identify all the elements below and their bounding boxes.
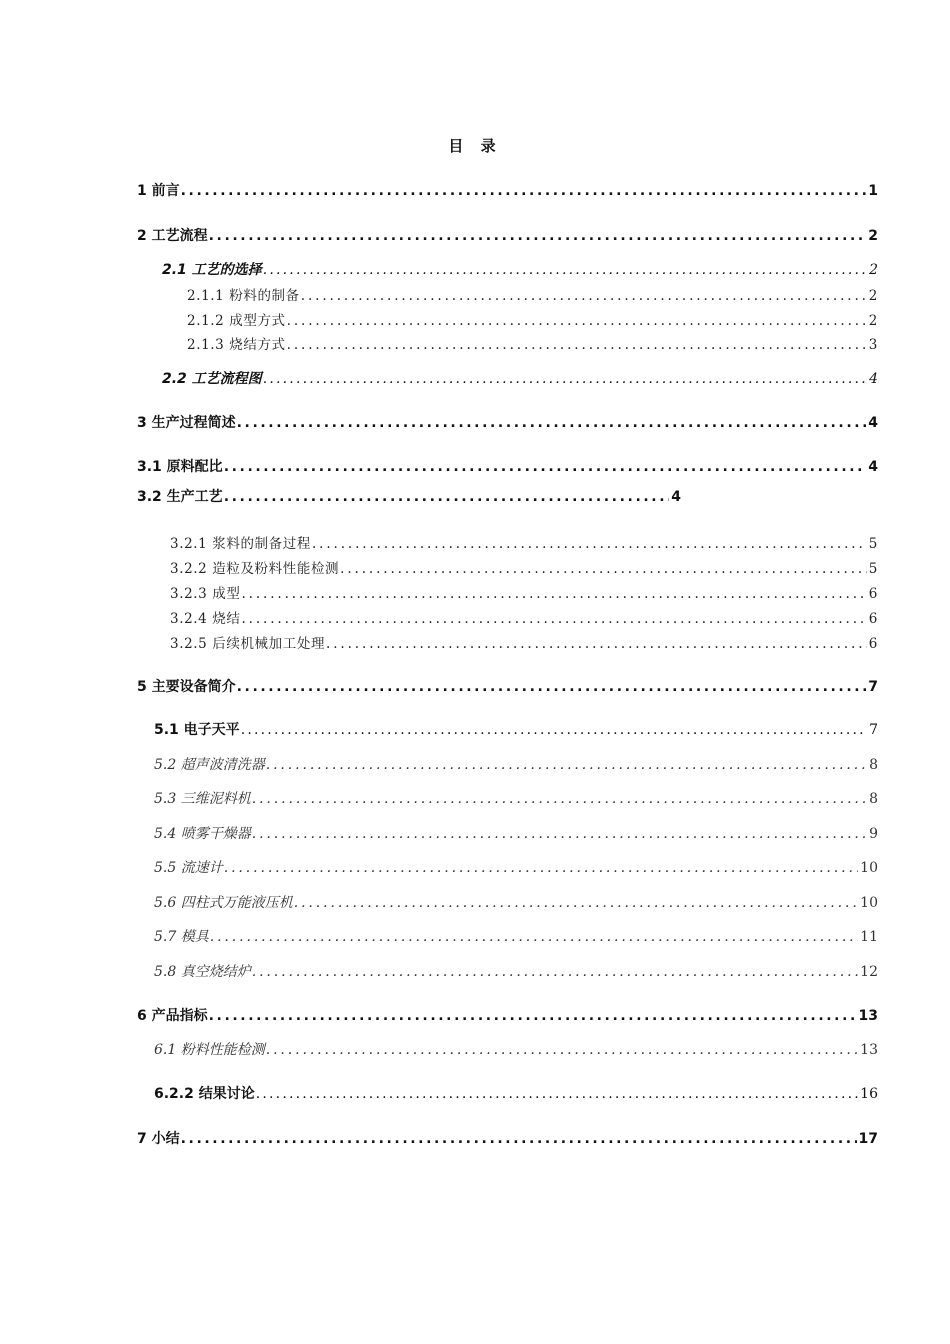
toc-entry[interactable] (154, 788, 878, 808)
toc-entry-page: 2 (868, 228, 878, 244)
toc-entry-page: 5 (868, 561, 878, 577)
toc-entry[interactable] (137, 1005, 878, 1025)
dot-leader (181, 183, 867, 199)
toc-entry-page: 13 (860, 1042, 878, 1058)
toc-entry[interactable] (154, 754, 878, 774)
toc-entry[interactable] (154, 1039, 878, 1059)
dot-leader (266, 1042, 858, 1058)
toc-entry-page: 1 (868, 183, 878, 199)
toc-entry-label: 1 前言 (137, 183, 180, 199)
toc-entry-label: 5.1 电子天平 (154, 722, 240, 738)
dot-leader (241, 722, 867, 738)
toc-entry[interactable] (170, 607, 878, 627)
dot-leader (287, 313, 867, 329)
toc-entry-label: 5.5 流速计 (154, 860, 223, 876)
toc-entry[interactable] (137, 486, 681, 506)
dot-leader (181, 1131, 857, 1147)
dot-leader (263, 371, 867, 387)
dot-leader (241, 611, 866, 627)
dot-leader (224, 860, 858, 876)
toc-entry-page: 2 (869, 262, 878, 278)
toc-entry-label: 2.1.1 粉料的制备 (187, 288, 300, 304)
toc-entry[interactable] (170, 582, 878, 602)
toc-entry[interactable] (170, 632, 878, 652)
toc-entry-page: 3 (868, 337, 878, 353)
dot-leader (256, 1086, 858, 1102)
toc-entry[interactable] (137, 456, 878, 476)
toc-entry-label: 2 工艺流程 (137, 228, 208, 244)
toc-entry[interactable] (137, 1128, 878, 1148)
dot-leader (294, 895, 858, 911)
toc-entry[interactable] (154, 926, 878, 946)
toc-entry[interactable] (170, 532, 878, 552)
toc-entry-page: 6 (868, 636, 878, 652)
toc-entry-label: 5.2 超声波清洗器 (154, 757, 265, 773)
toc-entry-page: 2 (868, 313, 878, 329)
dot-leader (263, 262, 867, 278)
toc-entry-page: 8 (869, 757, 878, 773)
dot-leader (224, 489, 670, 505)
toc-entry-label: 3.2.5 后续机械加工处理 (170, 636, 326, 652)
toc-entry-page: 4 (869, 371, 878, 387)
page-title: 目 录 (448, 137, 502, 155)
toc-entry[interactable] (154, 1083, 878, 1103)
toc-entry[interactable] (187, 333, 878, 353)
dot-leader (326, 636, 867, 652)
toc-entry-label: 2.1.2 成型方式 (187, 313, 286, 329)
toc-entry[interactable] (170, 557, 878, 577)
dot-leader (287, 337, 867, 353)
toc-entry[interactable] (154, 823, 878, 843)
toc-entry-page: 6 (868, 611, 878, 627)
toc-entry-page: 4 (671, 489, 681, 505)
dot-leader (237, 415, 867, 431)
toc-entry-page: 7 (868, 679, 878, 695)
toc-entry[interactable] (154, 719, 878, 739)
dot-leader (252, 826, 867, 842)
toc-entry-label: 3.1 原料配比 (137, 459, 223, 475)
toc-entry-page: 17 (858, 1131, 878, 1147)
toc-entry[interactable] (154, 961, 878, 981)
toc-entry-label: 2.1.3 烧结方式 (187, 337, 286, 353)
toc-entry-label: 3.2.1 浆料的制备过程 (170, 536, 311, 552)
toc-entry[interactable] (137, 412, 878, 432)
toc-entry-label: 3 生产过程简述 (137, 415, 236, 431)
toc-entry-page: 2 (868, 288, 878, 304)
toc-entry-page: 4 (868, 415, 878, 431)
toc-entry[interactable] (137, 180, 878, 200)
dot-leader (312, 536, 867, 552)
toc-entry-label: 6.2.2 结果讨论 (154, 1086, 255, 1102)
toc-entry-page: 10 (860, 895, 878, 911)
toc-entry-page: 12 (860, 964, 878, 980)
toc-entry-label: 5.3 三维泥料机 (154, 791, 251, 807)
toc-entry-label: 5.4 喷雾干燥器 (154, 826, 251, 842)
toc-entry-label: 5.6 四柱式万能液压机 (154, 895, 293, 911)
dot-leader (340, 561, 867, 577)
dot-leader (266, 757, 867, 773)
toc-entry-page: 9 (869, 826, 878, 842)
dot-leader (241, 586, 866, 602)
toc-entry-label: 6.1 粉料性能检测 (154, 1042, 265, 1058)
toc-entry-label: 7 小结 (137, 1131, 180, 1147)
toc-entry-page: 8 (869, 791, 878, 807)
dot-leader (252, 791, 867, 807)
toc-entry-page: 16 (860, 1086, 878, 1102)
toc-entry[interactable] (187, 284, 878, 304)
toc-entry-page: 10 (860, 860, 878, 876)
toc-entry[interactable] (162, 259, 878, 279)
dot-leader (301, 288, 867, 304)
toc-entry-label: 3.2.2 造粒及粉料性能检测 (170, 561, 340, 577)
toc-entry[interactable] (137, 676, 878, 696)
toc-entry[interactable] (187, 309, 878, 329)
toc-entry-page: 7 (869, 722, 878, 738)
dot-leader (237, 679, 867, 695)
toc-entry-page: 4 (868, 459, 878, 475)
toc-entry-label: 3.2.4 烧结 (170, 611, 241, 627)
toc-entry-label: 6 产品指标 (137, 1008, 208, 1024)
toc-entry-label: 3.2.3 成型 (170, 586, 241, 602)
dot-leader (209, 1008, 857, 1024)
toc-entry-label: 2.1 工艺的选择 (162, 262, 262, 278)
toc-entry-label: 5 主要设备简介 (137, 679, 236, 695)
toc-entry-page: 13 (858, 1008, 878, 1024)
dot-leader (209, 228, 867, 244)
dot-leader (224, 459, 867, 475)
toc-entry-label: 3.2 生产工艺 (137, 489, 223, 505)
toc-entry-page: 6 (868, 586, 878, 602)
toc-entry[interactable] (154, 892, 878, 912)
toc-entry[interactable] (137, 225, 878, 245)
toc-entry[interactable] (154, 857, 878, 877)
toc-entry[interactable] (162, 368, 878, 388)
toc-entry-page: 11 (860, 929, 878, 945)
toc-entry-label: 2.2 工艺流程图 (162, 371, 262, 387)
toc-entry-label: 5.7 模具 (154, 929, 209, 945)
dot-leader (210, 929, 858, 945)
toc-entry-page: 5 (868, 536, 878, 552)
dot-leader (252, 964, 858, 980)
toc-entry-label: 5.8 真空烧结炉 (154, 964, 251, 980)
